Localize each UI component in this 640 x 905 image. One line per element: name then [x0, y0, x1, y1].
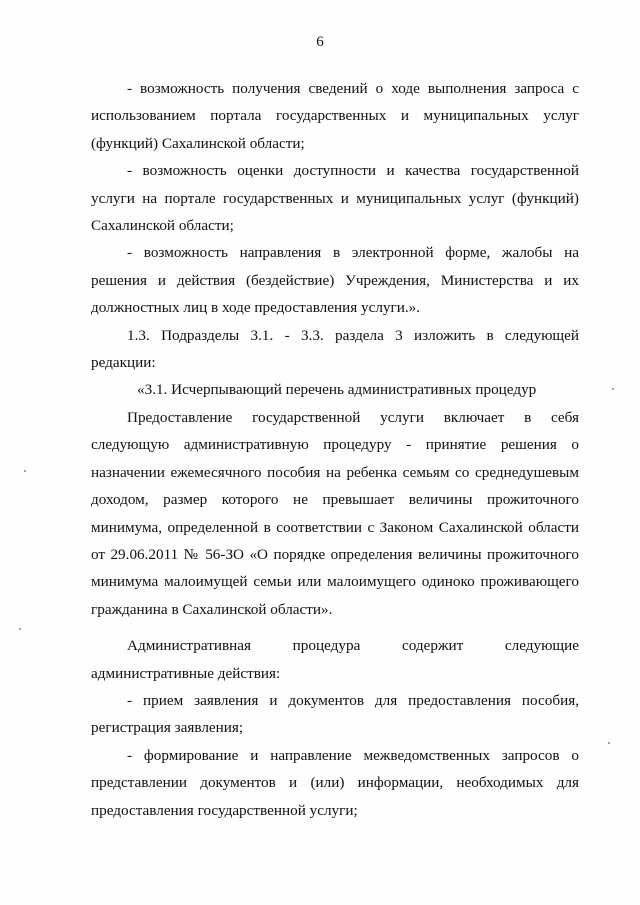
paragraph-quality-rating: - возможность оценки доступности и качества государственной услуги на портале государственных и муниципальных услуг (функций) Сахалинской области; [91, 162, 579, 235]
scan-speck [612, 388, 614, 390]
paragraph-subsections-amendment: 1.3. Подразделы 3.1. - 3.3. раздела 3 изложить в следующей редакции: [91, 326, 579, 372]
page-number: 6 [316, 34, 324, 50]
paragraph-service-procedure: Предоставление государственной услуги включает в себя следующую административную процедуру - принятие решения о назначении ежемесячного пособия на ребенка семьям со среднедушевым доходом, размер которого не превышает величины прожиточного минимума, определенной в соответствии с Законом Сахалинской области от 29.06.2011 № 56-ЗО «О порядке определения величины прожиточного минимума малоимущей семьи или малоимущего одиноко проживающего гражданина в Сахалинской области». [91, 408, 579, 618]
scan-speck [19, 628, 21, 630]
scan-speck [24, 470, 26, 472]
section-heading-3-1: «3.1. Исчерпывающий перечень административных процедур [137, 381, 537, 399]
list-item-application-intake: - прием заявления и документов для предоставления пособия, регистрация заявления; [91, 691, 579, 737]
paragraph-admin-actions-intro: Административная процедура содержит следующие административные действия: [91, 637, 579, 682]
paragraph-complaints: - возможность направления в электронной форме, жалобы на решения и действия (бездействие) Учреждения, Министерства и их должностных лиц в ходе предоставления услуги.». [91, 244, 579, 317]
scan-speck [608, 742, 610, 744]
document-body [91, 75, 579, 824]
list-item-interagency-requests: - формирование и направление межведомственных запросов о представлении документов и (или) информации, необходимых для предоставления государственной услуги; [91, 746, 579, 819]
paragraph-portal-status: - возможность получения сведений о ходе выполнения запроса с использованием портала государственных и муниципальных услуг (функций) Сахалинской области; [91, 80, 579, 152]
